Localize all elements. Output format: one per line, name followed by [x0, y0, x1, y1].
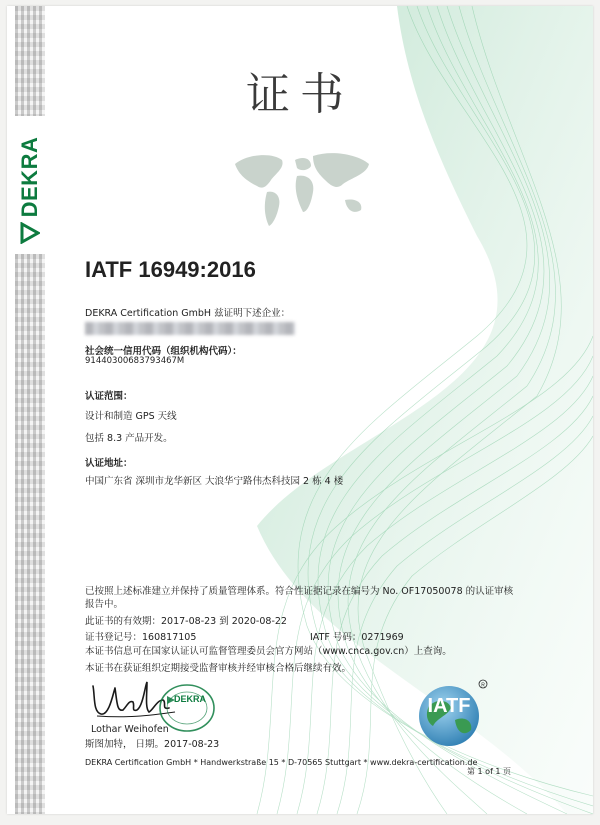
- scope-heading: 认证范围：: [85, 391, 133, 402]
- address-value: 中国广东省 深圳市龙华新区 大浪华宁路伟杰科技园 2 栋 4 楼: [85, 476, 344, 487]
- iatf-logo: [407, 676, 497, 752]
- cnca-verification-text: 本证书信息可在国家认证认可监督管理委员会官方网站（www.cnca.gov.cn）上查询。: [85, 646, 452, 657]
- standard-name: IATF 16949:2016: [85, 257, 256, 282]
- sidebar-pattern-bottom: [15, 254, 45, 814]
- scope-line-1: 设计和制造 GPS 天线: [85, 411, 177, 422]
- address-heading: 认证地址：: [85, 458, 133, 469]
- credit-code-label: 社会统一信用代码（组织机构代码）：: [85, 346, 242, 357]
- credit-code-value: 91440300683793467M: [85, 356, 185, 366]
- statement-line-2: 报告中。: [85, 599, 124, 610]
- statement-line-1: 已按照上述标准建立并保持了质量管理体系。符合性证据记录在编号为 No. OF17050078 的认证审核: [85, 586, 514, 597]
- scope-line-2: 包括 8.3 产品开发。: [85, 433, 173, 444]
- validity-text: 此证书的有效期：2017-08-23 到 2020-08-22: [85, 616, 287, 627]
- redacted-company-name: [85, 322, 295, 335]
- signatory-name: Lothar Weihofen: [91, 724, 169, 735]
- intro-text: DEKRA Certification GmbH 兹证明下述企业：: [85, 308, 291, 319]
- dekra-logo: [15, 118, 45, 250]
- supervision-text: 本证书在获证组织定期接受监督审核并经审核合格后继续有效。: [85, 663, 352, 674]
- dekra-wordmark: DEKRA: [17, 136, 42, 218]
- footer-address: DEKRA Certification GmbH * Handwerkstraße 15 * D-70565 Stuttgart * www.dekra-certification.de: [85, 758, 478, 767]
- certificate-page: [7, 6, 593, 814]
- stamp-text: DEKRA: [173, 694, 207, 704]
- iatf-number: IATF 号码：0271969: [310, 632, 404, 643]
- page-number: 第 1 of 1 页: [467, 767, 512, 776]
- dekra-triangle-icon: [20, 222, 40, 244]
- world-map-icon: [227, 146, 377, 231]
- iatf-logo-text: IATF: [427, 695, 471, 717]
- svg-text:R: R: [481, 682, 485, 689]
- signing-place-date: 斯图加特， 日期。2017-08-23: [85, 739, 220, 750]
- dekra-sidebar: [15, 6, 45, 814]
- registration-number: 证书登记号：160817105: [85, 632, 197, 643]
- certificate-title: 证书: [246, 69, 354, 120]
